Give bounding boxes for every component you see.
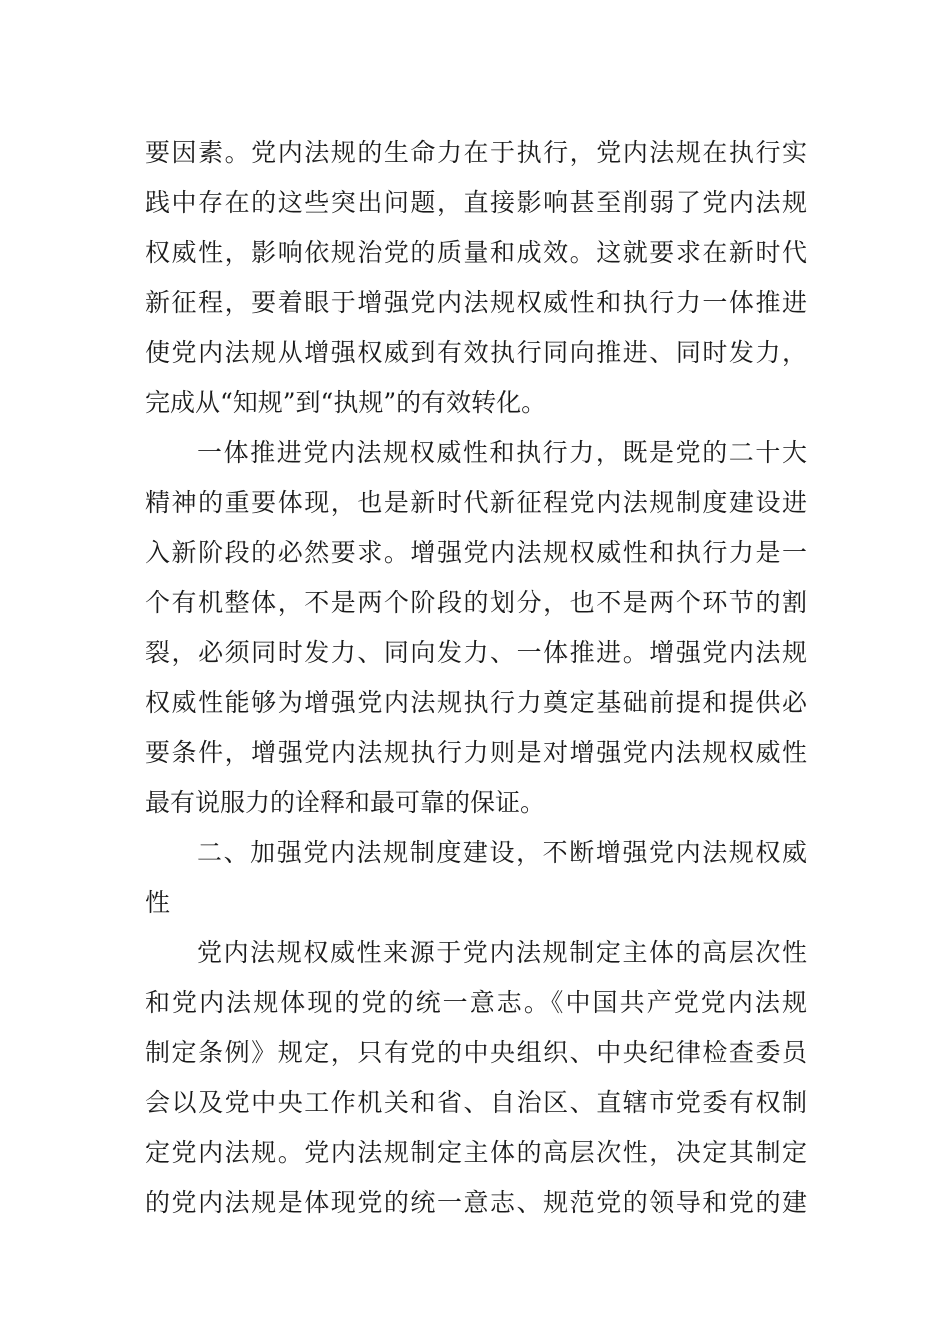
text-line: 个有机整体，不是两个阶段的划分，也不是两个环节的割: [145, 588, 807, 617]
document-body: [145, 128, 807, 1228]
text-line: 完成从“知规”到“执规”的有效转化。: [145, 388, 547, 417]
text-line: 裂，必须同时发力、同向发力、一体推进。增强党内法规: [145, 638, 807, 667]
section-heading: 二、加强党内法规制度建设，不断增强党内法规权威: [197, 838, 807, 867]
text-line: 会以及党中央工作机关和省、自治区、直辖市党委有权制: [145, 1088, 807, 1117]
text-line: 精神的重要体现，也是新时代新征程党内法规制度建设进: [145, 488, 807, 517]
text-line: 新征程，要着眼于增强党内法规权威性和执行力一体推进: [145, 288, 807, 317]
text-line: 入新阶段的必然要求。增强党内法规权威性和执行力是一: [145, 538, 807, 567]
text-line: 制定条例》规定，只有党的中央组织、中央纪律检查委员: [145, 1038, 807, 1067]
paragraph-first-line: 一体推进党内法规权威性和执行力，既是党的二十大: [197, 438, 807, 467]
section-heading-continuation: 性: [145, 888, 171, 917]
text-line: 要条件，增强党内法规执行力则是对增强党内法规权威性: [145, 738, 807, 767]
text-line: 要因素。党内法规的生命力在于执行，党内法规在执行实: [145, 138, 807, 167]
paragraph-first-line: 党内法规权威性来源于党内法规制定主体的高层次性: [197, 938, 807, 967]
text-line: 定党内法规。党内法规制定主体的高层次性，决定其制定: [145, 1138, 807, 1167]
text-line: 的党内法规是体现党的统一意志、规范党的领导和党的建: [145, 1188, 807, 1217]
text-line: 和党内法规体现的党的统一意志。《中国共产党党内法规: [145, 988, 807, 1017]
text-line: 权威性能够为增强党内法规执行力奠定基础前提和提供必: [145, 688, 807, 717]
text-line: 权威性，影响依规治党的质量和成效。这就要求在新时代: [145, 238, 807, 267]
text-line: 使党内法规从增强权威到有效执行同向推进、同时发力，: [145, 338, 807, 367]
text-line: 最有说服力的诠释和最可靠的保证。: [145, 788, 546, 817]
text-line: 践中存在的这些突出问题，直接影响甚至削弱了党内法规: [145, 188, 807, 217]
